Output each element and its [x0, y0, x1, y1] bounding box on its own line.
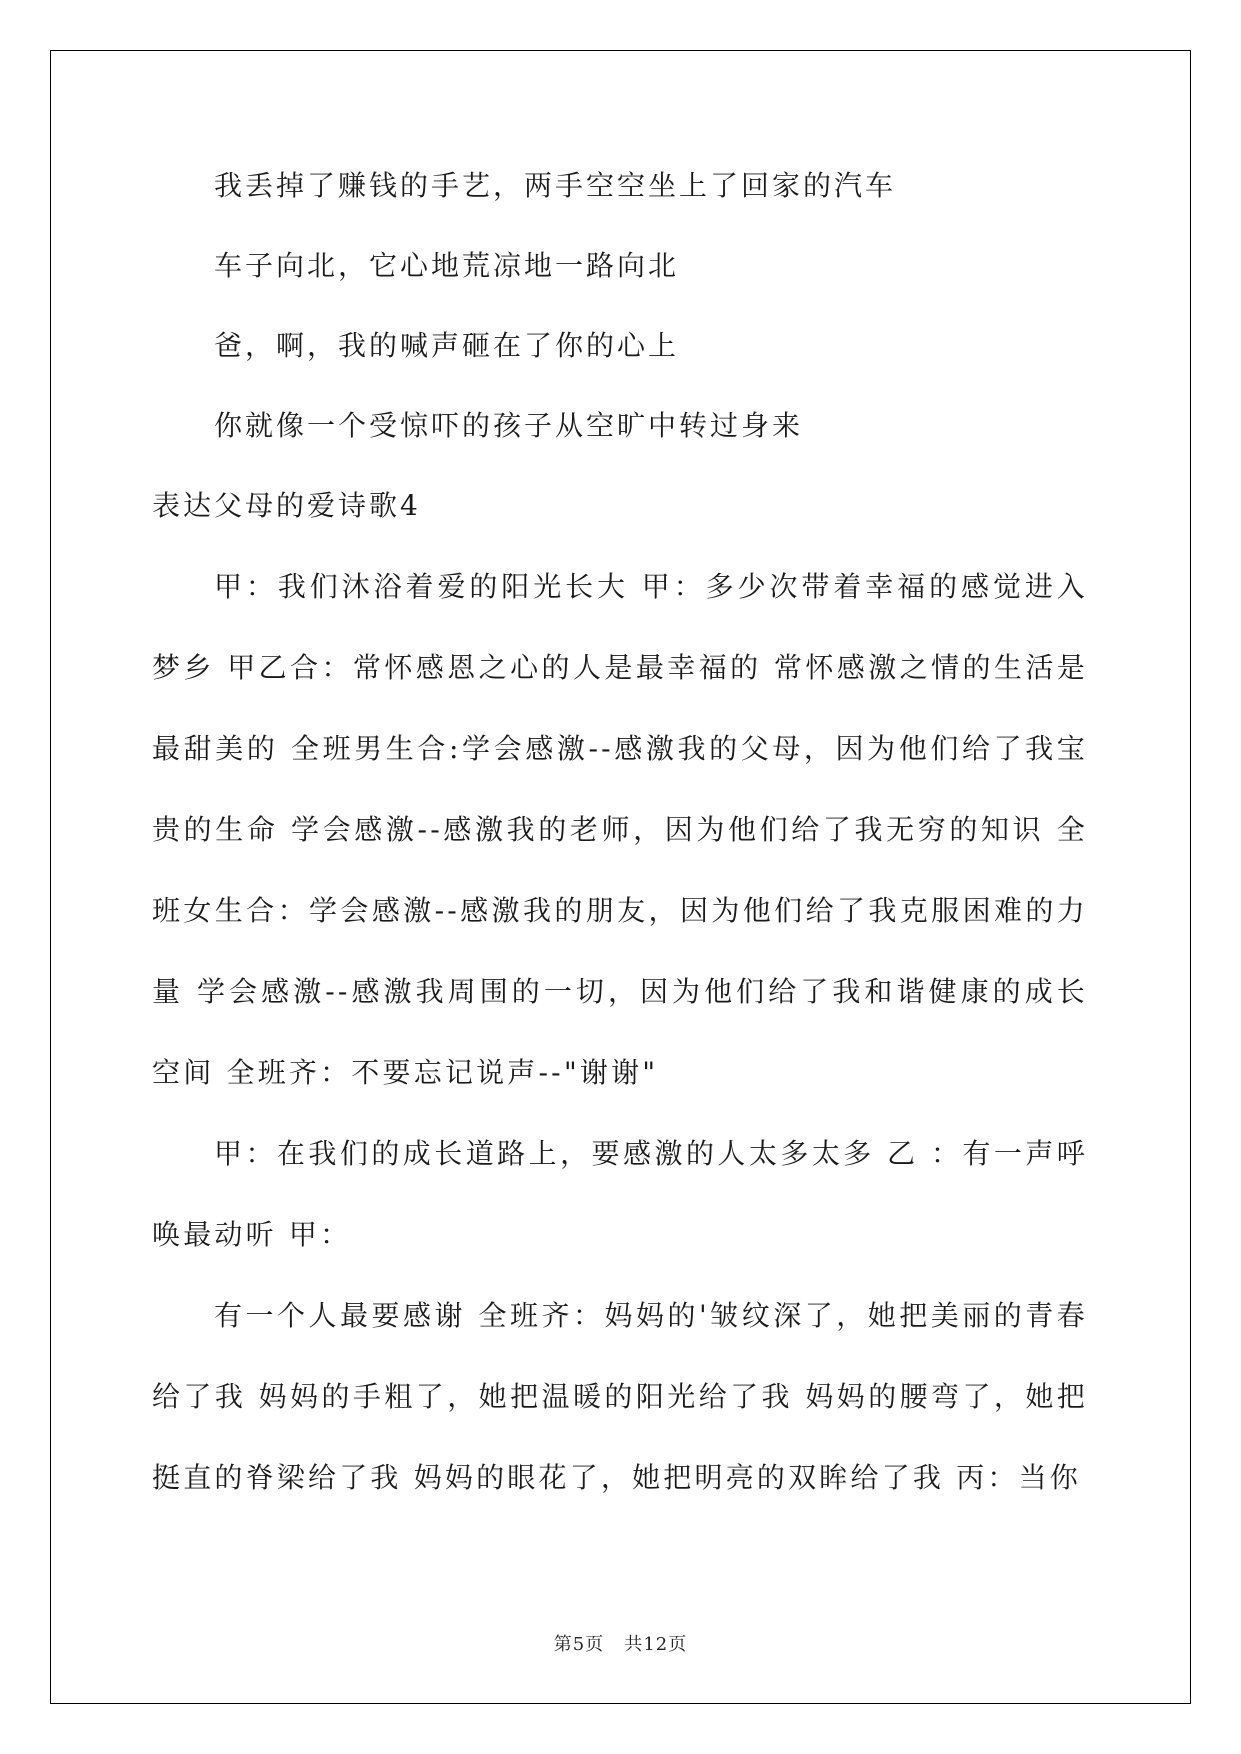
poem-line-3: 爸，啊，我的喊声砸在了你的心上	[214, 329, 680, 362]
page-number: 第5页	[553, 1634, 605, 1655]
paragraph-1: 甲：我们沐浴着爱的阳光长大 甲：多少次带着幸福的感觉进入梦乡 甲乙合：常怀感恩之心的人是最幸福的 常怀感激之情的生活是最甜美的 全班男生合:学会感激--感激我的父母，因为他们给了我宝贵的生命 学会感激--感激我的老师，因为他们给了我无穷的知识 全班女生合：学会感激--感激我的朋友，因为他们给了我克服困难的力量 学会感激--感激我周围的一切，因为他们给了我和谐健康的成长空间 全班齐：不要忘记说声--"谢谢"	[152, 570, 1088, 1089]
page-footer	[0, 1630, 1241, 1656]
page-total: 共12页	[624, 1634, 688, 1655]
section-heading: 表达父母的爱诗歌4	[152, 489, 421, 522]
document-body	[152, 166, 1088, 1518]
paragraph-2: 甲：在我们的成长道路上，要感激的人太多太多 乙 ：有一声呼唤最动听 甲：	[152, 1137, 1088, 1251]
poem-line-2: 车子向北，它心地荒凉地一路向北	[214, 249, 680, 282]
poem-line-1: 我丢掉了赚钱的手艺，两手空空坐上了回家的汽车	[214, 169, 897, 202]
paragraph-3: 有一个人最要感谢 全班齐：妈妈的'皱纹深了，她把美丽的青春给了我 妈妈的手粗了，她把温暖的阳光给了我 妈妈的腰弯了，她把挺直的脊梁给了我 妈妈的眼花了，她把明亮的双眸给了我 丙：当你	[152, 1299, 1088, 1494]
poem-line-4: 你就像一个受惊吓的孩子从空旷中转过身来	[214, 409, 804, 442]
